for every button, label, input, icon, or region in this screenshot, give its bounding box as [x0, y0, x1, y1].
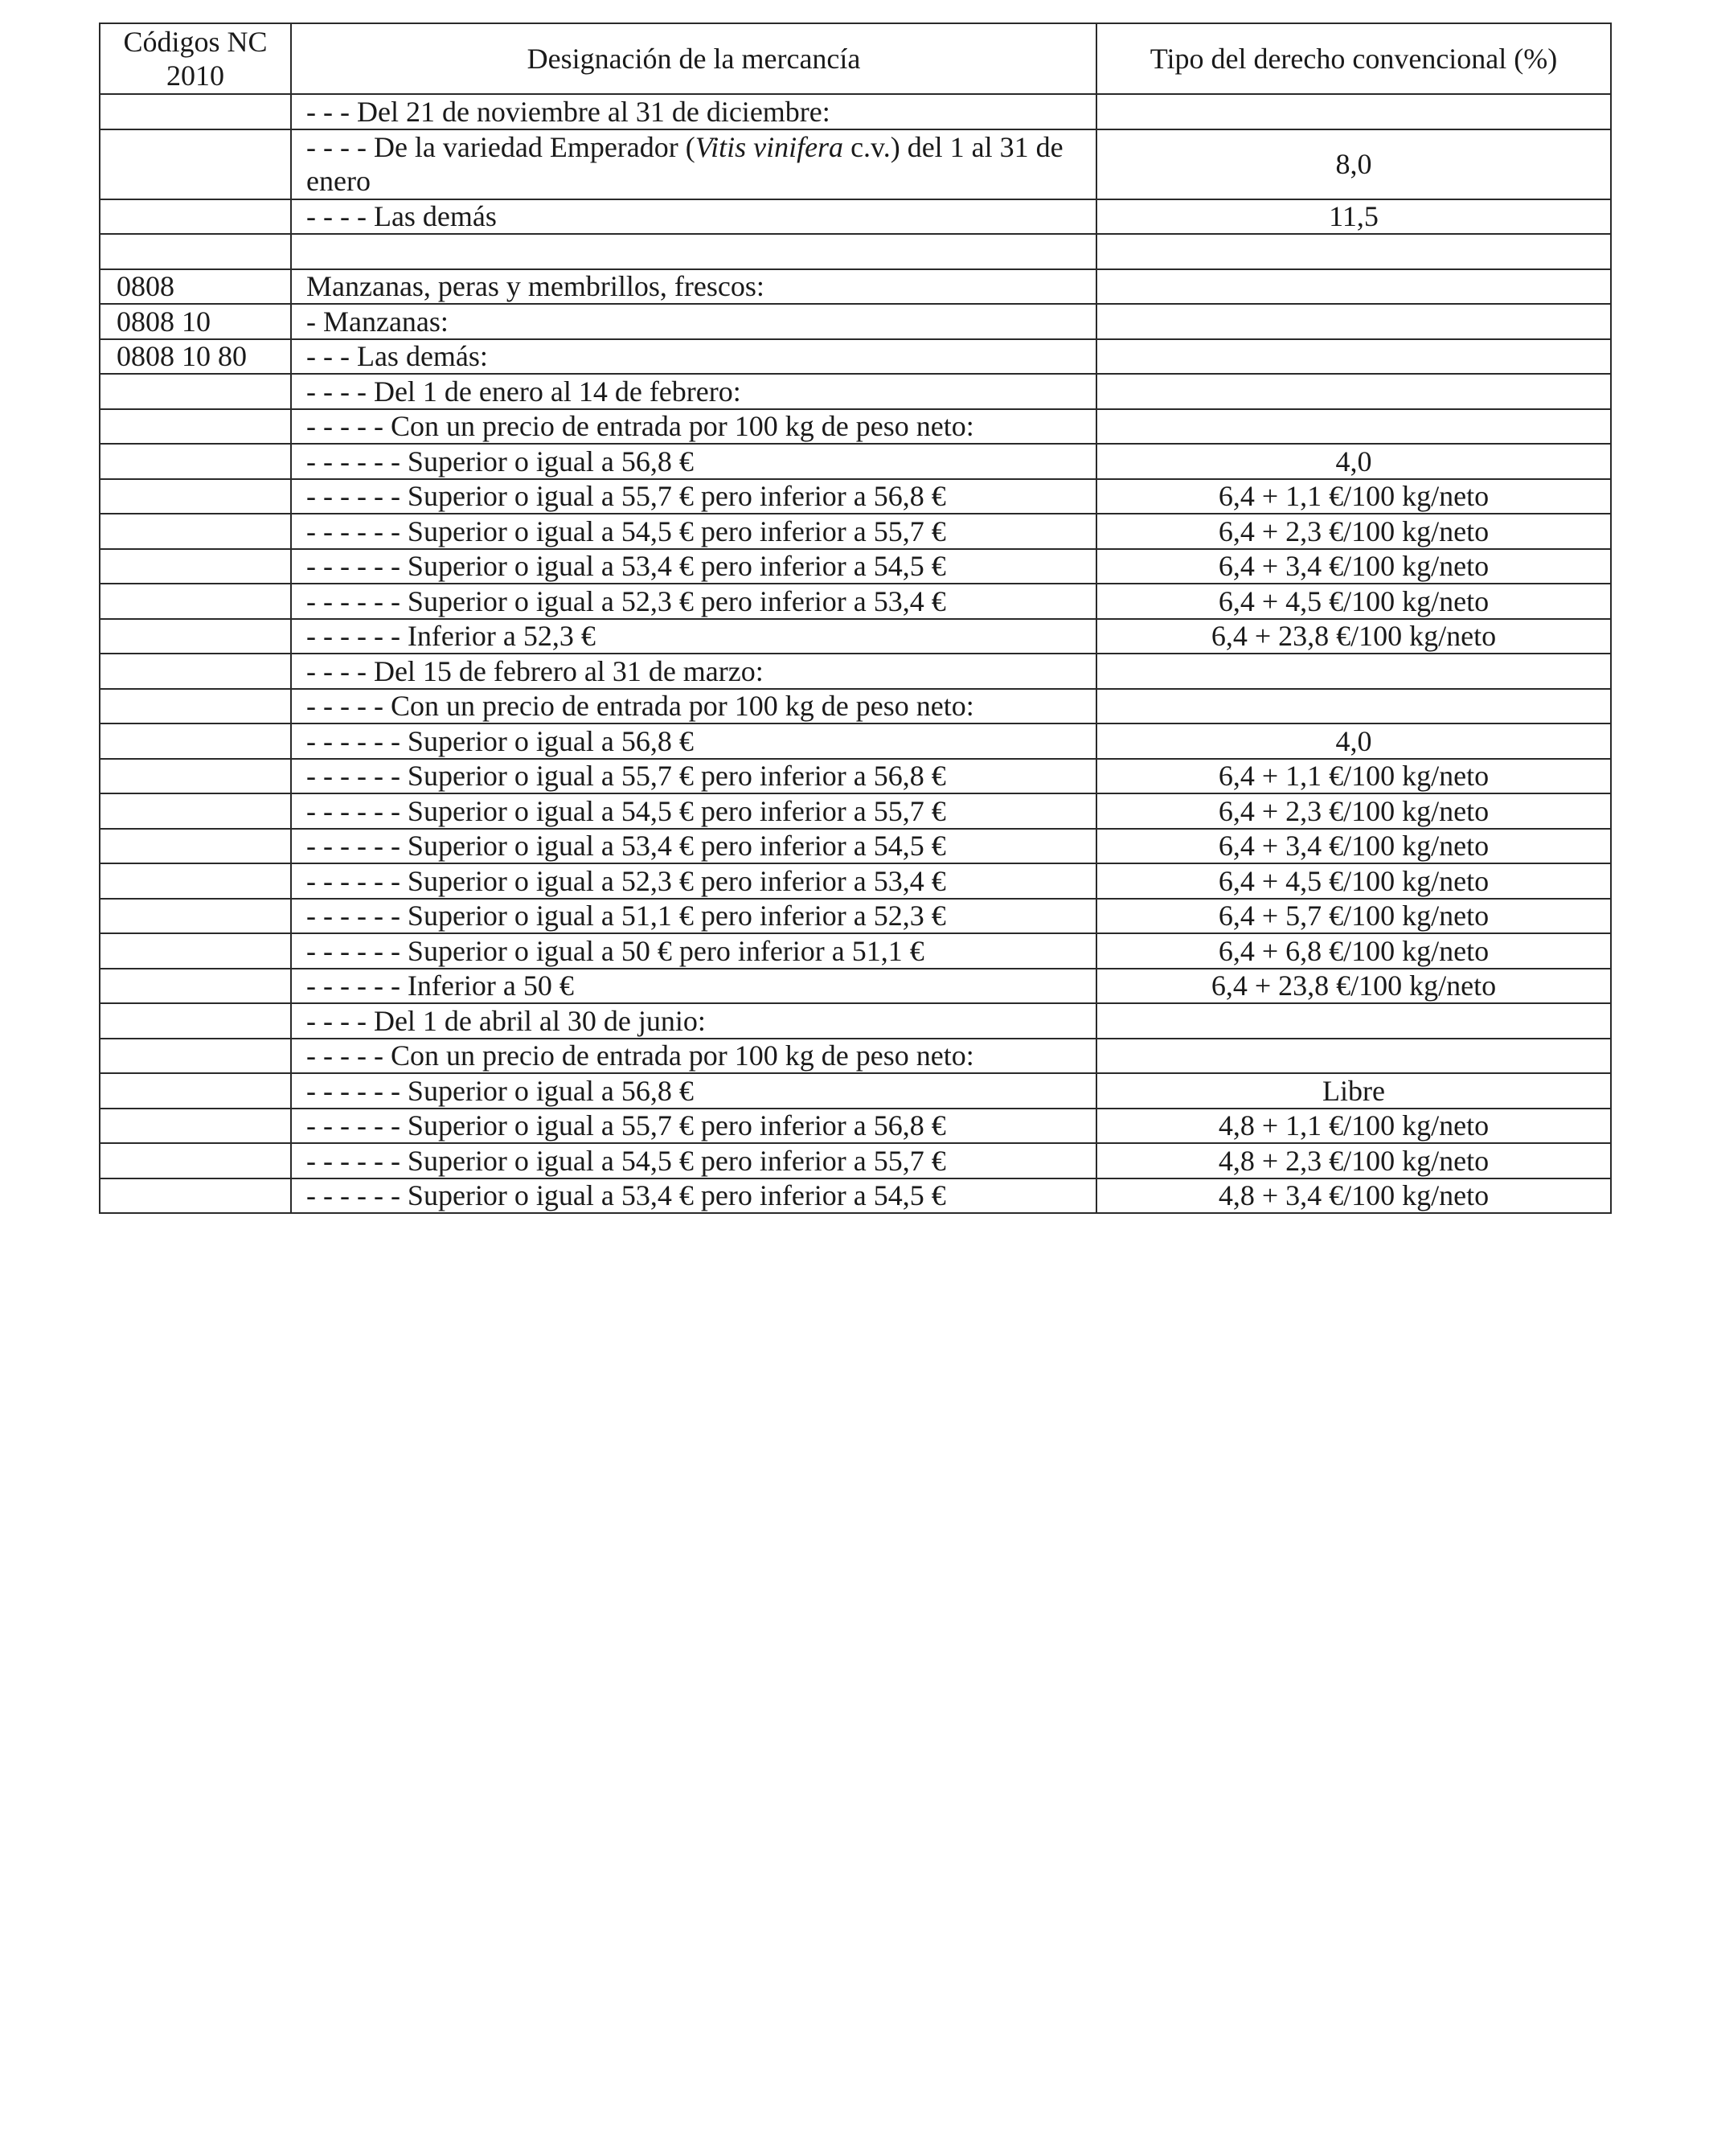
cell-code [100, 409, 291, 445]
cell-code [100, 1003, 291, 1039]
cell-code [100, 759, 291, 794]
table-row [100, 723, 1611, 759]
cell-rate [1096, 304, 1611, 339]
cell-code [100, 584, 291, 619]
table-row [100, 549, 1611, 584]
table-row [100, 94, 1611, 129]
cell-description: - - - - - Con un precio de entrada por 100 kg de peso neto: [291, 1039, 1096, 1074]
cell-code [100, 793, 291, 829]
cell-description: - - - - Del 15 de febrero al 31 de marzo: [291, 654, 1096, 689]
table-row [100, 479, 1611, 514]
cell-rate [1096, 94, 1611, 129]
cell-code [100, 1039, 291, 1074]
cell-rate: Libre [1096, 1073, 1611, 1109]
cell-description: - - - - - - Superior o igual a 54,5 € pero inferior a 55,7 € [291, 1143, 1096, 1178]
cell-rate: 6,4 + 23,8 €/100 kg/neto [1096, 619, 1611, 654]
cell-code [100, 479, 291, 514]
cell-rate: 6,4 + 1,1 €/100 kg/neto [1096, 479, 1611, 514]
table-row [100, 619, 1611, 654]
cell-description: - - - - Las demás [291, 199, 1096, 235]
table-row [100, 863, 1611, 899]
cell-description: - - - - - - Inferior a 52,3 € [291, 619, 1096, 654]
cell-code [100, 234, 291, 269]
cell-description: Manzanas, peras y membrillos, frescos: [291, 269, 1096, 305]
cell-description: - - - Del 21 de noviembre al 31 de diciembre: [291, 94, 1096, 129]
table-row [100, 444, 1611, 479]
cell-description: - - - - - - Superior o igual a 56,8 € [291, 444, 1096, 479]
cell-description: - - - - - - Superior o igual a 52,3 € pero inferior a 53,4 € [291, 863, 1096, 899]
cell-rate: 4,0 [1096, 723, 1611, 759]
cell-description: - - - - Del 1 de enero al 14 de febrero: [291, 374, 1096, 409]
cell-code [100, 1143, 291, 1178]
cell-code: 0808 10 [100, 304, 291, 339]
cell-rate: 6,4 + 2,3 €/100 kg/neto [1096, 793, 1611, 829]
table-row [100, 1143, 1611, 1178]
table-row [100, 1003, 1611, 1039]
cell-description: - - - - - - Superior o igual a 53,4 € pero inferior a 54,5 € [291, 549, 1096, 584]
cell-rate [1096, 1003, 1611, 1039]
cell-code [100, 933, 291, 969]
table-body [100, 94, 1611, 1213]
cell-rate: 6,4 + 1,1 €/100 kg/neto [1096, 759, 1611, 794]
cell-code [100, 899, 291, 934]
tariff-table [99, 23, 1612, 1214]
cell-rate: 6,4 + 23,8 €/100 kg/neto [1096, 969, 1611, 1004]
cell-rate: 4,8 + 2,3 €/100 kg/neto [1096, 1143, 1611, 1178]
cell-rate: 6,4 + 4,5 €/100 kg/neto [1096, 863, 1611, 899]
cell-code [100, 1109, 291, 1144]
cell-description: - - - - - Con un precio de entrada por 100 kg de peso neto: [291, 689, 1096, 724]
table-row [100, 759, 1611, 794]
cell-description: - - - Las demás: [291, 339, 1096, 375]
cell-rate: 6,4 + 2,3 €/100 kg/neto [1096, 514, 1611, 549]
cell-description: - - - - - - Superior o igual a 51,1 € pero inferior a 52,3 € [291, 899, 1096, 934]
cell-description: - - - - - - Superior o igual a 52,3 € pero inferior a 53,4 € [291, 584, 1096, 619]
table-row [100, 514, 1611, 549]
cell-rate [1096, 339, 1611, 375]
cell-description: - - - - - - Superior o igual a 53,4 € pero inferior a 54,5 € [291, 829, 1096, 864]
cell-rate: 6,4 + 5,7 €/100 kg/neto [1096, 899, 1611, 934]
description-text-before: - - - - De la variedad Emperador ( [306, 131, 695, 163]
cell-code: 0808 [100, 269, 291, 305]
cell-rate [1096, 234, 1611, 269]
cell-rate [1096, 1039, 1611, 1074]
cell-code: 0808 10 80 [100, 339, 291, 375]
table-row [100, 829, 1611, 864]
table-row [100, 1039, 1611, 1074]
cell-description: - Manzanas: [291, 304, 1096, 339]
header-code: Códigos NC 2010 [100, 23, 291, 94]
cell-description: - - - - - - Superior o igual a 53,4 € pero inferior a 54,5 € [291, 1178, 1096, 1214]
document-page [99, 23, 1610, 1214]
table-row [100, 269, 1611, 305]
cell-rate: 6,4 + 4,5 €/100 kg/neto [1096, 584, 1611, 619]
table-row [100, 374, 1611, 409]
cell-code [100, 863, 291, 899]
cell-description: - - - - - Con un precio de entrada por 100 kg de peso neto: [291, 409, 1096, 445]
table-row [100, 1109, 1611, 1144]
cell-rate: 6,4 + 3,4 €/100 kg/neto [1096, 829, 1611, 864]
table-row [100, 1178, 1611, 1214]
cell-description [291, 234, 1096, 269]
cell-description: - - - - - - Superior o igual a 56,8 € [291, 723, 1096, 759]
cell-code [100, 654, 291, 689]
cell-code [100, 829, 291, 864]
cell-code [100, 1073, 291, 1109]
cell-code [100, 199, 291, 235]
cell-rate [1096, 689, 1611, 724]
header-rate: Tipo del derecho convencional (%) [1096, 23, 1611, 94]
table-row [100, 304, 1611, 339]
cell-rate [1096, 374, 1611, 409]
cell-rate: 6,4 + 3,4 €/100 kg/neto [1096, 549, 1611, 584]
cell-rate [1096, 269, 1611, 305]
cell-rate [1096, 654, 1611, 689]
description-text-after: c.v.) del 1 al 31 de enero [306, 131, 1064, 197]
cell-rate: 11,5 [1096, 199, 1611, 235]
table-row [100, 933, 1611, 969]
cell-description: - - - - - - Superior o igual a 56,8 € [291, 1073, 1096, 1109]
table-row [100, 654, 1611, 689]
table-row [100, 969, 1611, 1004]
cell-description: - - - - - - Superior o igual a 54,5 € pero inferior a 55,7 € [291, 514, 1096, 549]
cell-description: - - - - - - Superior o igual a 50 € pero inferior a 51,1 € [291, 933, 1096, 969]
cell-code [100, 549, 291, 584]
table-row [100, 199, 1611, 235]
header-row [100, 23, 1611, 94]
cell-rate: 8,0 [1096, 129, 1611, 199]
cell-code [100, 444, 291, 479]
cell-description: - - - - Del 1 de abril al 30 de junio: [291, 1003, 1096, 1039]
cell-code [100, 129, 291, 199]
cell-rate: 4,0 [1096, 444, 1611, 479]
cell-rate: 4,8 + 3,4 €/100 kg/neto [1096, 1178, 1611, 1214]
cell-description: - - - - - - Superior o igual a 55,7 € pero inferior a 56,8 € [291, 759, 1096, 794]
table-row [100, 899, 1611, 934]
cell-description [291, 129, 1096, 199]
table-row [100, 689, 1611, 724]
cell-rate [1096, 409, 1611, 445]
cell-code [100, 723, 291, 759]
cell-rate: 6,4 + 6,8 €/100 kg/neto [1096, 933, 1611, 969]
cell-description: - - - - - - Superior o igual a 55,7 € pero inferior a 56,8 € [291, 479, 1096, 514]
table-row [100, 339, 1611, 375]
table-row [100, 793, 1611, 829]
table-header [100, 23, 1611, 94]
table-row [100, 234, 1611, 269]
cell-code [100, 619, 291, 654]
header-description: Designación de la mercancía [291, 23, 1096, 94]
description-text-italic: Vitis vinifera [695, 131, 844, 163]
cell-code [100, 1178, 291, 1214]
table-row [100, 129, 1611, 199]
cell-description: - - - - - - Superior o igual a 54,5 € pero inferior a 55,7 € [291, 793, 1096, 829]
cell-code [100, 374, 291, 409]
cell-code [100, 94, 291, 129]
cell-description: - - - - - - Inferior a 50 € [291, 969, 1096, 1004]
cell-rate: 4,8 + 1,1 €/100 kg/neto [1096, 1109, 1611, 1144]
cell-code [100, 969, 291, 1004]
table-row [100, 584, 1611, 619]
cell-code [100, 514, 291, 549]
table-row [100, 1073, 1611, 1109]
cell-description: - - - - - - Superior o igual a 55,7 € pero inferior a 56,8 € [291, 1109, 1096, 1144]
table-row [100, 409, 1611, 445]
cell-code [100, 689, 291, 724]
